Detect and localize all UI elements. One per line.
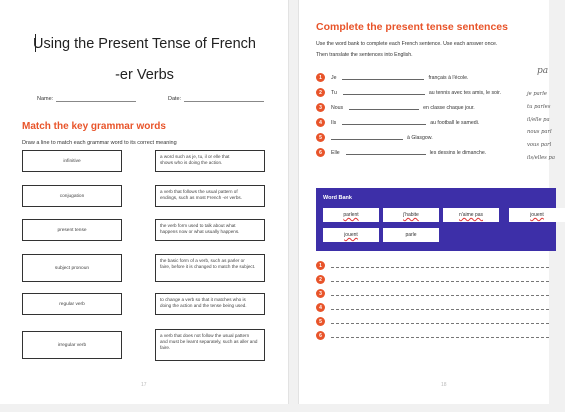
number-badge: 6 <box>316 148 325 157</box>
name-field[interactable] <box>37 96 136 102</box>
name-line <box>56 96 136 102</box>
word-bank-word: j'habite <box>403 212 419 218</box>
term-label: regular verb <box>59 301 85 307</box>
translation-line[interactable] <box>331 278 549 282</box>
definition-box[interactable] <box>155 329 265 361</box>
match-heading: Match the key grammar words <box>22 121 166 132</box>
number-badge: 5 <box>316 317 325 326</box>
term-label: infinitive <box>63 158 81 164</box>
sentence-end: à Glasgow. <box>407 134 433 141</box>
number-badge: 4 <box>316 118 325 127</box>
number-badge: 3 <box>316 289 325 298</box>
sentence-row[interactable] <box>316 118 479 127</box>
instruction-line: Then translate the sentences into English. <box>316 52 413 58</box>
complete-heading: Complete the present tense sentences <box>316 21 508 33</box>
number-badge: 1 <box>316 73 325 82</box>
definition-box[interactable] <box>155 185 265 207</box>
definition-box[interactable] <box>155 293 265 315</box>
answer-blank[interactable] <box>346 150 426 155</box>
definition-text: shows who is doing the action. <box>160 160 223 166</box>
term-box[interactable] <box>22 254 122 282</box>
sentence-row[interactable] <box>316 73 468 82</box>
definition-text: the verb form used to talk about what <box>160 223 236 228</box>
definition-text: faire, before it is changed to match the subject. <box>160 264 256 270</box>
definition-text: and must be learnt separately, such as aller and faire. <box>160 339 258 351</box>
date-field[interactable] <box>168 96 264 102</box>
sentence-row[interactable] <box>316 148 486 157</box>
word-bank-word: parlent <box>343 212 359 218</box>
sentence-end: en classe chaque jour. <box>423 104 475 111</box>
term-label: subject pronoun <box>54 265 90 271</box>
side-note: tu parles <box>527 104 551 110</box>
sentence-start: Ils <box>331 119 337 126</box>
worksheet-page-right <box>298 0 555 404</box>
page-number: 18 <box>441 382 447 388</box>
translation-row[interactable] <box>316 261 549 270</box>
term-box[interactable] <box>22 293 122 315</box>
number-badge: 2 <box>316 275 325 284</box>
sentence-row[interactable] <box>316 88 501 97</box>
translation-row[interactable] <box>316 331 549 340</box>
sentence-row[interactable] <box>316 103 475 112</box>
term-box[interactable] <box>22 150 122 172</box>
number-badge: 6 <box>316 331 325 340</box>
sentence-start: Nous <box>331 104 344 111</box>
translation-line[interactable] <box>331 264 549 268</box>
number-badge: 3 <box>316 103 325 112</box>
definition-text: to change a verb so that it matches who is <box>160 297 246 302</box>
number-badge: 2 <box>316 88 325 97</box>
page-number: 17 <box>141 382 147 388</box>
sentence-end: au tennis avec tes amis, le soir. <box>428 89 501 96</box>
word-bank-chip[interactable] <box>443 208 499 222</box>
term-label: conjugation <box>59 193 85 199</box>
word-bank-chip[interactable] <box>383 208 439 222</box>
definition-box[interactable] <box>155 219 265 241</box>
definition-text: a verb that follows the usual pattern of <box>160 189 238 194</box>
word-bank-word: jouent <box>344 232 358 238</box>
instruction-line: Use the word bank to complete each French sentence. Use each answer once. <box>316 41 498 47</box>
side-label: pa <box>537 66 549 76</box>
word-bank-chip[interactable] <box>323 208 379 222</box>
sentence-start: Elle <box>331 149 340 156</box>
term-label: present tense <box>57 227 87 233</box>
worksheet-subtitle[interactable]: -er Verbs <box>115 67 174 83</box>
word-bank-word: n'aime pas <box>458 212 484 218</box>
translation-line[interactable] <box>331 334 549 338</box>
date-line <box>184 96 264 102</box>
word-bank-title: Word Bank <box>323 195 352 201</box>
word-bank-word: jouent <box>530 212 544 218</box>
definition-text: a verb that does not follow the usual pattern <box>160 333 250 338</box>
translation-row[interactable] <box>316 303 549 312</box>
term-label: irregular verb <box>57 342 87 348</box>
sentence-end: au football le samedi. <box>430 119 480 126</box>
translation-row[interactable] <box>316 317 549 326</box>
side-note: il/elle pa <box>527 117 550 123</box>
term-box[interactable] <box>22 185 122 207</box>
translation-line[interactable] <box>331 292 549 296</box>
translation-line[interactable] <box>331 320 549 324</box>
answer-blank[interactable] <box>343 90 425 95</box>
name-label: Name: <box>37 96 54 102</box>
definition-text: the basic form of a verb, such as parler or <box>160 258 245 263</box>
answer-blank[interactable] <box>349 105 419 110</box>
answer-blank[interactable] <box>342 120 426 125</box>
side-note: nous parl <box>527 129 552 135</box>
definition-text: doing the action and the tense being used. <box>160 303 247 309</box>
word-bank-chip[interactable] <box>323 228 379 242</box>
term-box[interactable] <box>22 219 122 241</box>
word-bank-chip[interactable] <box>383 228 439 242</box>
translation-row[interactable] <box>316 289 549 298</box>
translation-row[interactable] <box>316 275 549 284</box>
side-note: ils/elles pa <box>527 155 555 161</box>
worksheet-title[interactable]: Using the Present Tense of French <box>33 36 256 52</box>
translation-line[interactable] <box>331 306 549 310</box>
definition-box[interactable] <box>155 254 265 282</box>
answer-blank[interactable] <box>331 135 403 140</box>
definition-text: happens now or what usually happens. <box>160 229 240 235</box>
date-label: Date: <box>168 96 182 102</box>
match-instructions: Draw a line to match each grammar word to its correct meaning <box>22 140 177 146</box>
sentence-start: Tu <box>331 89 337 96</box>
word-bank-word: parle <box>405 232 417 238</box>
number-badge: 1 <box>316 261 325 270</box>
side-note: vous parl <box>527 142 552 148</box>
term-box[interactable] <box>22 331 122 359</box>
sentence-end: les dessins le dimanche. <box>429 149 487 156</box>
sentence-start: Je <box>331 74 337 81</box>
definition-box[interactable] <box>155 150 265 172</box>
word-bank-panel <box>316 188 556 251</box>
definition-text: a word such as je, tu, il or elle that <box>160 154 230 159</box>
number-badge: 5 <box>316 133 325 142</box>
answer-blank[interactable] <box>342 75 424 80</box>
sentence-end: français à l'école. <box>428 74 469 81</box>
definition-text: endings, such as most French -er verbs. <box>160 195 242 201</box>
side-note: je parle <box>527 91 547 97</box>
sentence-row[interactable] <box>316 133 433 142</box>
word-bank-chip[interactable] <box>509 208 565 222</box>
number-badge: 4 <box>316 303 325 312</box>
